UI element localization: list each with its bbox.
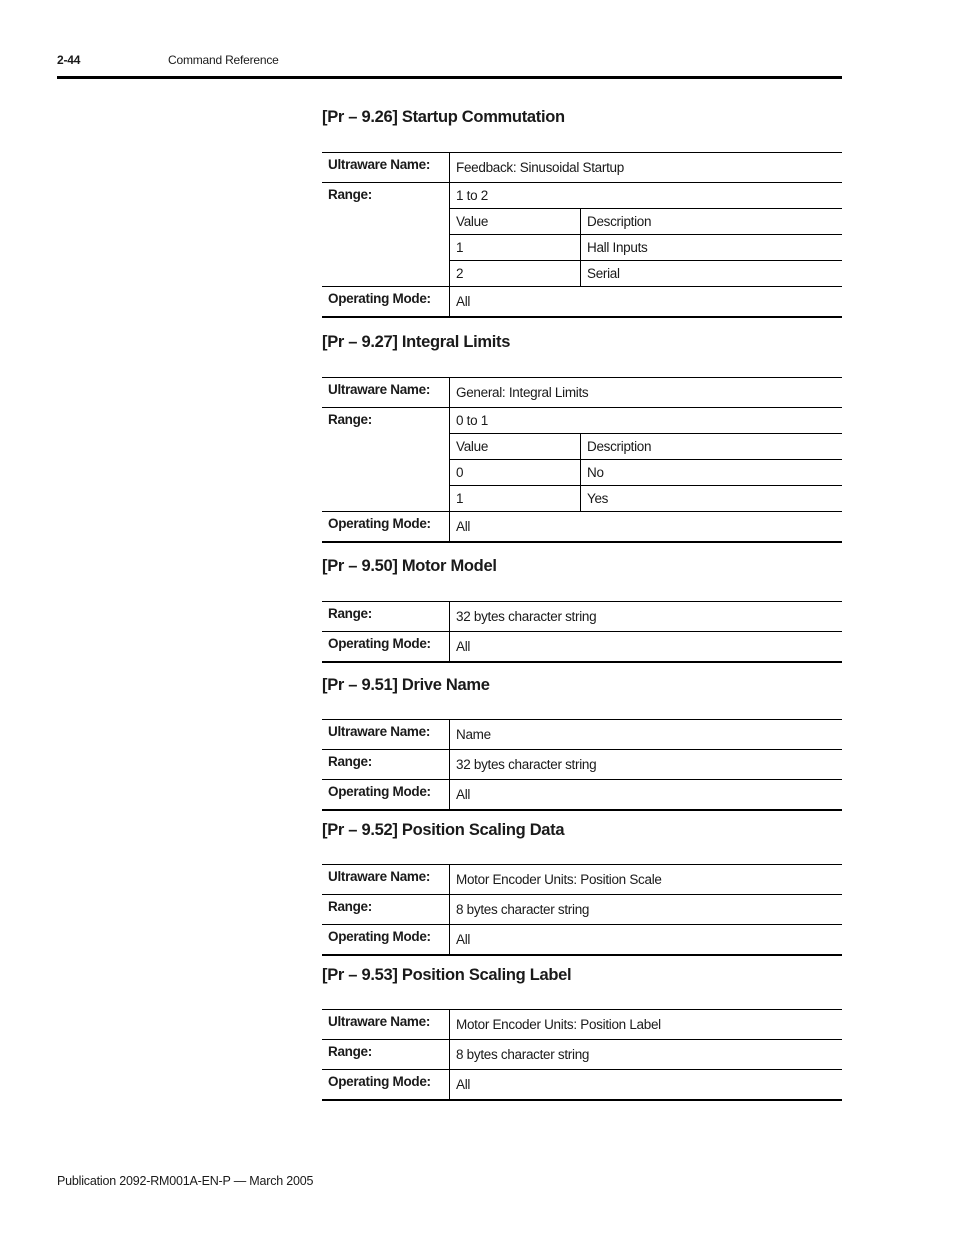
table-row (322, 1010, 842, 1040)
operating-mode-label: Operating Mode: (322, 780, 450, 811)
parameter-table (322, 864, 842, 956)
operating-mode-label: Operating Mode: (322, 287, 450, 318)
section-heading: [Pr – 9.26] Startup Commutation (322, 108, 565, 126)
table-row (322, 602, 842, 632)
section-drive-name (322, 675, 842, 802)
operating-mode-value: All (450, 925, 843, 956)
section-motor-model (322, 556, 842, 654)
ultraware-name-value: Feedback: Sinusoidal Startup (450, 153, 843, 183)
table-row (322, 720, 842, 750)
range-option-description: Yes (581, 486, 843, 512)
table-row (322, 925, 842, 956)
ultraware-name-value: General: Integral Limits (450, 378, 843, 408)
publication-footer: Publication 2092-RM001A-EN-P — March 2005 (57, 1174, 314, 1188)
range-label: Range: (322, 1040, 450, 1070)
range-label: Range: (322, 750, 450, 780)
ultraware-name-label: Ultraware Name: (322, 378, 450, 408)
table-row (322, 1040, 842, 1070)
range-value: 1 to 2 (450, 183, 843, 209)
table-row (322, 287, 842, 318)
table-row (322, 408, 842, 434)
section-heading: [Pr – 9.52] Position Scaling Data (322, 821, 565, 839)
range-option-value: 2 (450, 261, 581, 287)
ultraware-name-label: Ultraware Name: (322, 720, 450, 750)
range-value: 32 bytes character string (450, 602, 843, 632)
parameter-table (322, 719, 842, 811)
operating-mode-value: All (450, 632, 843, 663)
range-label: Range: (322, 408, 450, 512)
description-column-header: Description (581, 209, 843, 235)
range-option-description: Hall Inputs (581, 235, 843, 261)
range-option-description: No (581, 460, 843, 486)
range-option-description: Serial (581, 261, 843, 287)
section-position-scaling-label (322, 965, 842, 1092)
ultraware-name-value: Motor Encoder Units: Position Label (450, 1010, 843, 1040)
operating-mode-value: All (450, 1070, 843, 1101)
section-heading: [Pr – 9.51] Drive Name (322, 676, 490, 694)
page-number: 2-44 (57, 53, 81, 67)
table-row (322, 1070, 842, 1101)
section-integral-limits (322, 332, 842, 534)
section-heading: [Pr – 9.50] Motor Model (322, 557, 497, 575)
table-row (322, 183, 842, 209)
section-heading: [Pr – 9.27] Integral Limits (322, 333, 511, 351)
table-row (322, 780, 842, 811)
table-row (322, 153, 842, 183)
operating-mode-label: Operating Mode: (322, 925, 450, 956)
range-option-value: 1 (450, 235, 581, 261)
range-value: 8 bytes character string (450, 1040, 843, 1070)
ultraware-name-label: Ultraware Name: (322, 865, 450, 895)
ultraware-name-label: Ultraware Name: (322, 1010, 450, 1040)
range-option-value: 1 (450, 486, 581, 512)
range-value: 8 bytes character string (450, 895, 843, 925)
table-row (322, 865, 842, 895)
table-row (322, 378, 842, 408)
operating-mode-label: Operating Mode: (322, 632, 450, 663)
chapter-title: Command Reference (168, 53, 279, 67)
ultraware-name-value: Motor Encoder Units: Position Scale (450, 865, 843, 895)
range-label: Range: (322, 602, 450, 632)
parameter-table (322, 601, 842, 663)
table-row (322, 895, 842, 925)
operating-mode-value: All (450, 287, 843, 318)
section-position-scaling-data (322, 820, 842, 947)
description-column-header: Description (581, 434, 843, 460)
parameter-table (322, 152, 842, 318)
page-header (57, 52, 842, 79)
table-row (322, 750, 842, 780)
operating-mode-label: Operating Mode: (322, 1070, 450, 1101)
operating-mode-value: All (450, 780, 843, 811)
range-value: 32 bytes character string (450, 750, 843, 780)
parameter-table (322, 377, 842, 543)
table-row (322, 512, 842, 543)
parameter-table (322, 1009, 842, 1101)
section-heading: [Pr – 9.53] Position Scaling Label (322, 966, 572, 984)
value-column-header: Value (450, 434, 581, 460)
range-value: 0 to 1 (450, 408, 843, 434)
value-column-header: Value (450, 209, 581, 235)
ultraware-name-value: Name (450, 720, 843, 750)
range-option-value: 0 (450, 460, 581, 486)
range-label: Range: (322, 895, 450, 925)
operating-mode-label: Operating Mode: (322, 512, 450, 543)
table-row (322, 632, 842, 663)
range-label: Range: (322, 183, 450, 287)
ultraware-name-label: Ultraware Name: (322, 153, 450, 183)
operating-mode-value: All (450, 512, 843, 543)
section-startup-commutation (322, 107, 842, 309)
